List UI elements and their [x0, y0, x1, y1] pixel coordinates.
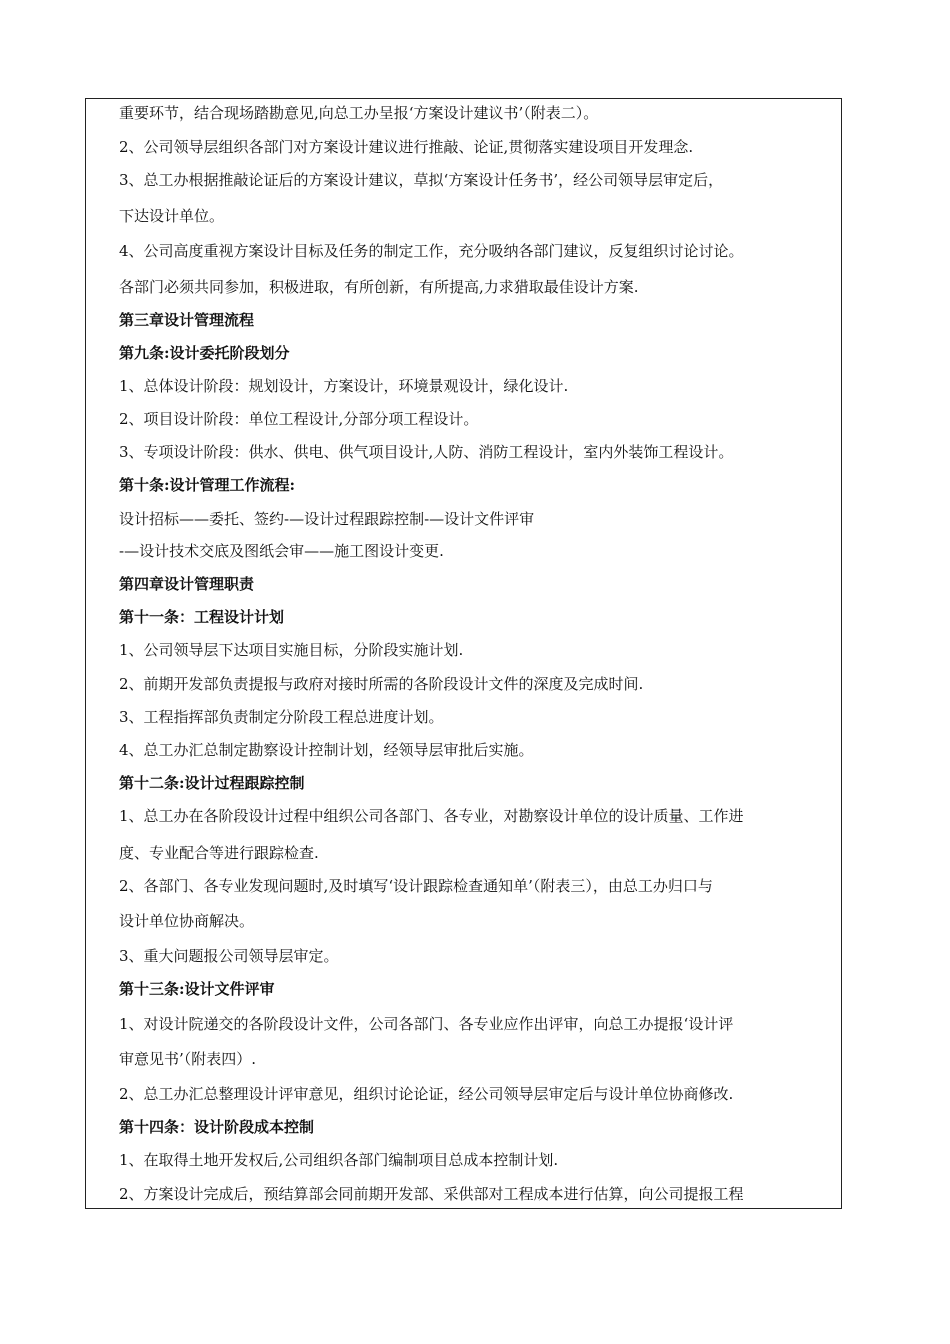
- text-line: 2、各部门、各专业发现问题时,及时填写‘设计跟踪检查通知单’（附表三），由总工办归口与: [119, 877, 713, 895]
- text-line: 4、公司高度重视方案设计目标及任务的制定工作，充分吸纳各部门建议，反复组织讨论讨论。: [119, 242, 744, 260]
- document-table-frame: [85, 98, 842, 1209]
- article-heading: 第十四条：设计阶段成本控制: [119, 1118, 315, 1136]
- text-line: 各部门必须共同参加，积极进取，有所创新，有所提高,力求猎取最佳设计方案.: [119, 278, 639, 296]
- text-line: 2、公司领导层组织各部门对方案设计建议进行推敲、论证,贯彻落实建设项目开发理念.: [119, 138, 694, 156]
- text-line: 设计招标——委托、签约-—设计过程跟踪控制-—设计文件评审: [119, 510, 535, 528]
- text-line: 3、工程指挥部负责制定分阶段工程总进度计划。: [119, 708, 444, 726]
- chapter-heading: 第三章设计管理流程: [119, 311, 255, 329]
- text-line: 2、项目设计阶段：单位工程设计,分部分项工程设计。: [119, 410, 479, 428]
- article-heading: 第九条:设计委托阶段划分: [119, 344, 290, 362]
- article-heading: 第十三条:设计文件评审: [119, 980, 275, 998]
- text-line: 2、方案设计完成后，预结算部会同前期开发部、采供部对工程成本进行估算，向公司提报工程: [119, 1185, 744, 1203]
- text-line: 度、专业配合等进行跟踪检查.: [119, 844, 319, 862]
- text-line: 1、对设计院递交的各阶段设计文件，公司各部门、各专业应作出评审，向总工办提报‘设计评: [119, 1015, 734, 1033]
- text-line: 审意见书’（附表四）.: [119, 1050, 257, 1068]
- text-line: 1、在取得土地开发权后,公司组织各部门编制项目总成本控制计划.: [119, 1151, 559, 1169]
- text-line: 1、总体设计阶段：规划设计，方案设计，环境景观设计，绿化设计.: [119, 377, 569, 395]
- text-line: 1、总工办在各阶段设计过程中组织公司各部门、各专业，对勘察设计单位的设计质量、工作进: [119, 807, 744, 825]
- text-line: 下达设计单位。: [119, 207, 225, 225]
- text-line: 2、总工办汇总整理设计评审意见，组织讨论论证，经公司领导层审定后与设计单位协商修改.: [119, 1085, 734, 1103]
- article-heading: 第十一条：工程设计计划: [119, 608, 285, 626]
- article-heading: 第十条:设计管理工作流程:: [119, 476, 296, 494]
- text-line: 设计单位协商解决。: [119, 912, 255, 930]
- text-line: 2、前期开发部负责提报与政府对接时所需的各阶段设计文件的深度及完成时间.: [119, 675, 644, 693]
- text-line: 3、重大问题报公司领导层审定。: [119, 947, 339, 965]
- text-line: -—设计技术交底及图纸会审——施工图设计变更.: [119, 542, 444, 560]
- text-line: 3、总工办根据推敲论证后的方案设计建议，草拟‘方案设计任务书’，经公司领导层审定后，: [119, 171, 724, 189]
- chapter-heading: 第四章设计管理职责: [119, 575, 255, 593]
- text-line: 1、公司领导层下达项目实施目标，分阶段实施计划.: [119, 641, 464, 659]
- text-line: 4、总工办汇总制定勘察设计控制计划，经领导层审批后实施。: [119, 741, 534, 759]
- article-heading: 第十二条:设计过程跟踪控制: [119, 774, 305, 792]
- text-line: 重要环节，结合现场踏勘意见,向总工办呈报‘方案设计建议书’（附表二）。: [119, 104, 599, 122]
- text-line: 3、专项设计阶段：供水、供电、供气项目设计,人防、消防工程设计，室内外装饰工程设计。: [119, 443, 734, 461]
